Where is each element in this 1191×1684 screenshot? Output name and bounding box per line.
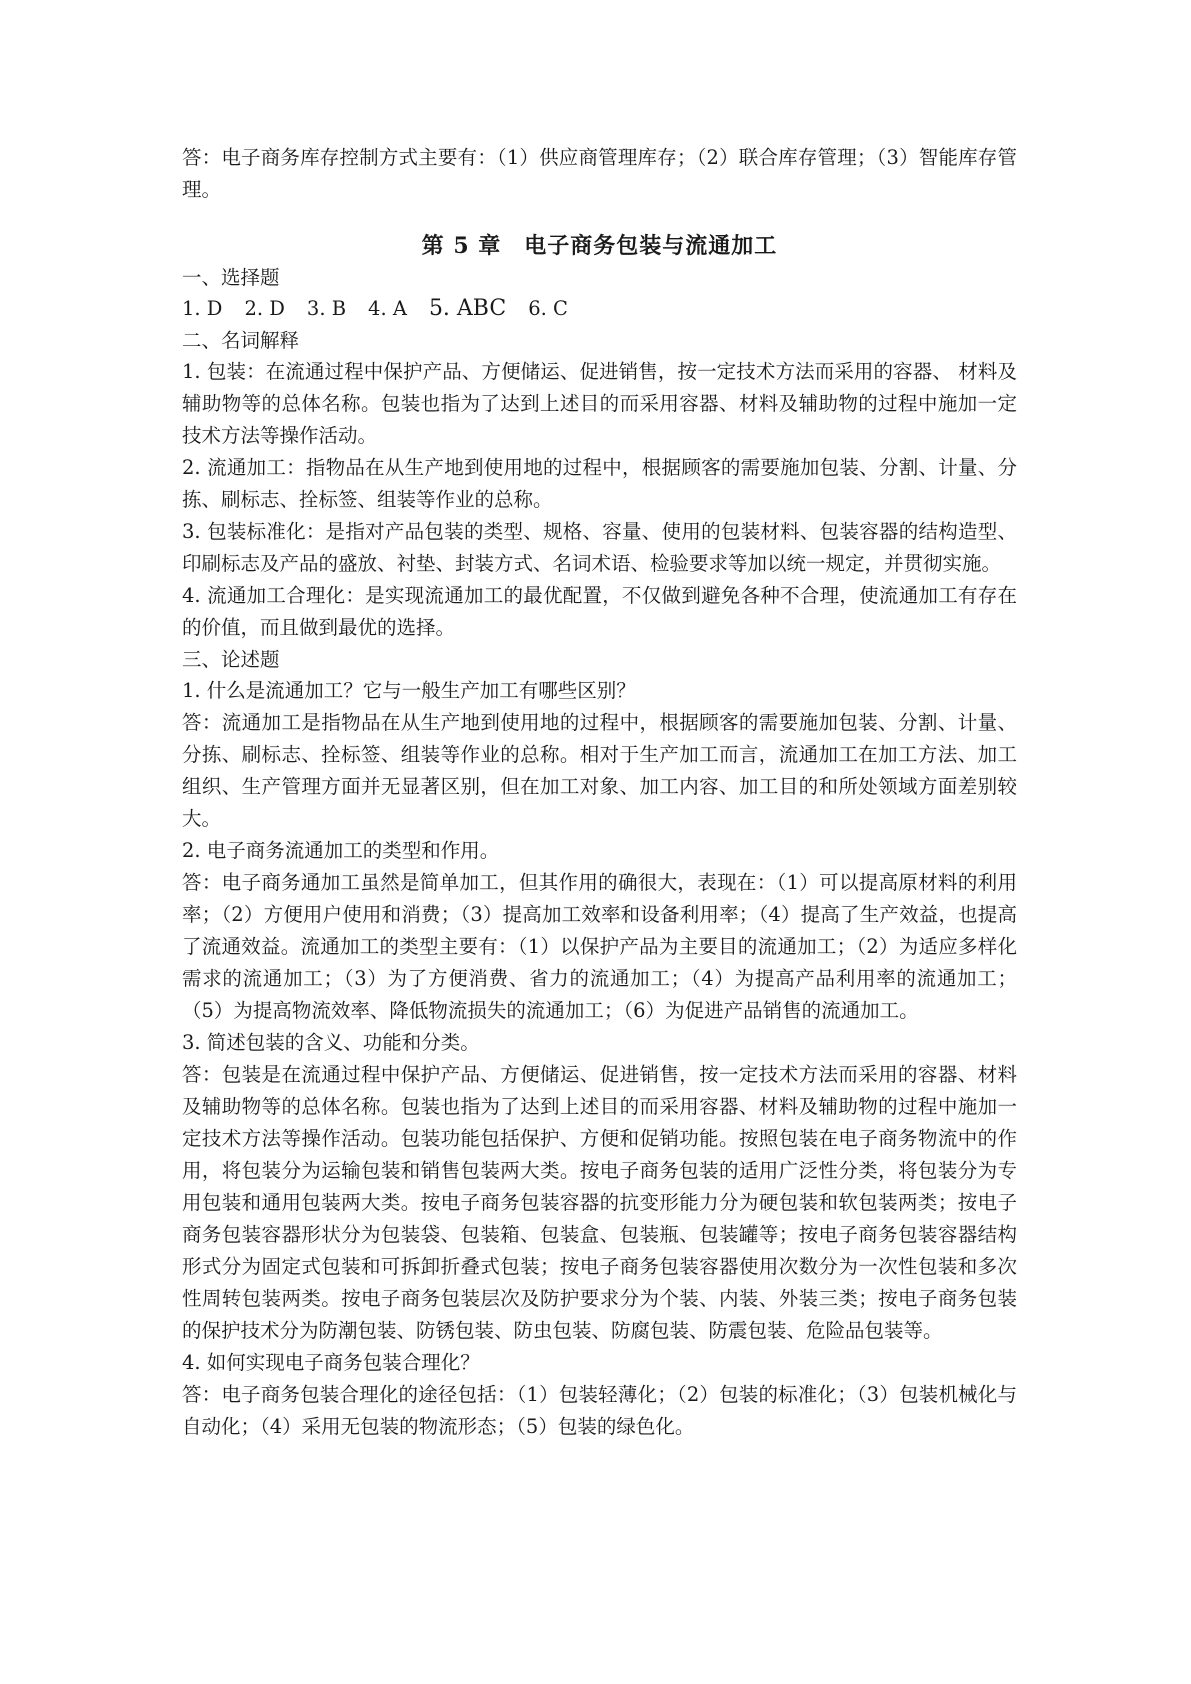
essay-question: 4. 如何实现电子商务包装合理化？ [182,1351,480,1374]
choice-answer: 5. ABC [428,296,507,321]
chapter-title: 第 5 章 电子商务包装与流通加工 [421,233,778,259]
essay-answer: 答：包装是在流通过程中保护产品、方便储运、促进销售，按一定技术方法而采用的容器、材料及辅助物等的总体名称。包装也指为了达到上述目的而采用容器、材料及辅助物的过程中施加一定技术方法等操作活动。包装功能包括保护、方便和促销功能。按照包装在电子商务物流中的作用，将包装分为运输包装和销售包装两大类。按电子商务包装的适用广泛性分类，将包装分为专用包装和通用包装两大类。按电子商务包装容器的抗变形能力分为硬包装和软包装两类；按电子商务包装容器形状分为包装袋、包装箱、包装盒、包装瓶、包装罐等；按电子商务包装容器结构形式分为固定式包装和可拆卸折叠式包装；按电子商务包装容器使用次数分为一次性包装和多次性周转包装两类。按电子商务包装层次及防护要求分为个装、内装、外装三类；按电子商务包装的保护技术分为防潮包装、防锈包装、防虫包装、防腐包装、防震包装、危险品包装等。 [182,1063,1017,1342]
essay-question: 2. 电子商务流通加工的类型和作用。 [182,839,500,862]
choice-answer: 4. A [368,297,407,320]
essay-answer: 答：电子商务包装合理化的途径包括：（1）包装轻薄化；（2）包装的标准化；（3）包装机械化与自动化；（4）采用无包装的物流形态；（5）包装的绿色化。 [182,1383,1017,1438]
term-definition: 1. 包装：在流通过程中保护产品、方便储运、促进销售，按一定技术方法而采用的容器、 材料及辅助物等的总体名称。包装也指为了达到上述目的而采用容器、材料及辅助物的过程中施加一定技术方法等操作活动。 [182,360,1017,447]
term-definition: 3. 包装标准化：是指对产品包装的类型、规格、容量、使用的包装材料、包装容器的结构造型、印刷标志及产品的盛放、衬垫、封装方式、名词术语、检验要求等加以统一规定，并贯彻实施。 [182,520,1017,575]
choice-answer: 3. B [306,297,347,320]
section-heading-terms: 二、名词解释 [182,329,300,352]
term-definition: 4. 流通加工合理化：是实现流通加工的最优配置，不仅做到避免各种不合理，使流通加工有存在的价值，而且做到最优的选择。 [182,584,1017,639]
section-heading-essay: 三、论述题 [182,648,280,671]
choice-answer: 1. D [182,297,223,320]
choice-answer: 2. D [244,297,285,320]
essay-answer: 答：流通加工是指物品在从生产地到使用地的过程中，根据顾客的需要施加包装、分割、计量、分拣、刷标志、拴标签、组装等作业的总称。相对于生产加工而言，流通加工在加工方法、加工组织、生产管理方面并无显著区别，但在加工对象、加工内容、加工目的和所处领域方面差别较大。 [182,711,1017,830]
choice-answer: 6. C [528,297,568,320]
previous-answer: 答：电子商务库存控制方式主要有：（1）供应商管理库存；（2）联合库存管理；（3）智能库存管理。 [182,146,1017,201]
essay-question: 1. 什么是流通加工？它与一般生产加工有哪些区别？ [182,679,636,702]
page-content [182,142,1017,1443]
essay-question: 3. 简述包装的含义、功能和分类。 [182,1031,480,1054]
section-heading-choice: 一、选择题 [182,266,280,289]
term-definition: 2. 流通加工：指物品在从生产地到使用地的过程中，根据顾客的需要施加包装、分割、计量、分拣、刷标志、拴标签、组装等作业的总称。 [182,456,1017,511]
essay-answer: 答：电子商务通加工虽然是简单加工，但其作用的确很大，表现在：（1）可以提高原材料的利用率；（2）方便用户使用和消费；（3）提高加工效率和设备利用率；（4）提高了生产效益，也提高了流通效益。流通加工的类型主要有：（1）以保护产品为主要目的流通加工；（2）为适应多样化需求的流通加工；（3）为了方便消费、省力的流通加工；（4）为提高产品利用率的流通加工；（5）为提高物流效率、降低物流损失的流通加工；（6）为促进产品销售的流通加工。 [182,871,1017,1022]
choice-answers [182,293,1017,325]
